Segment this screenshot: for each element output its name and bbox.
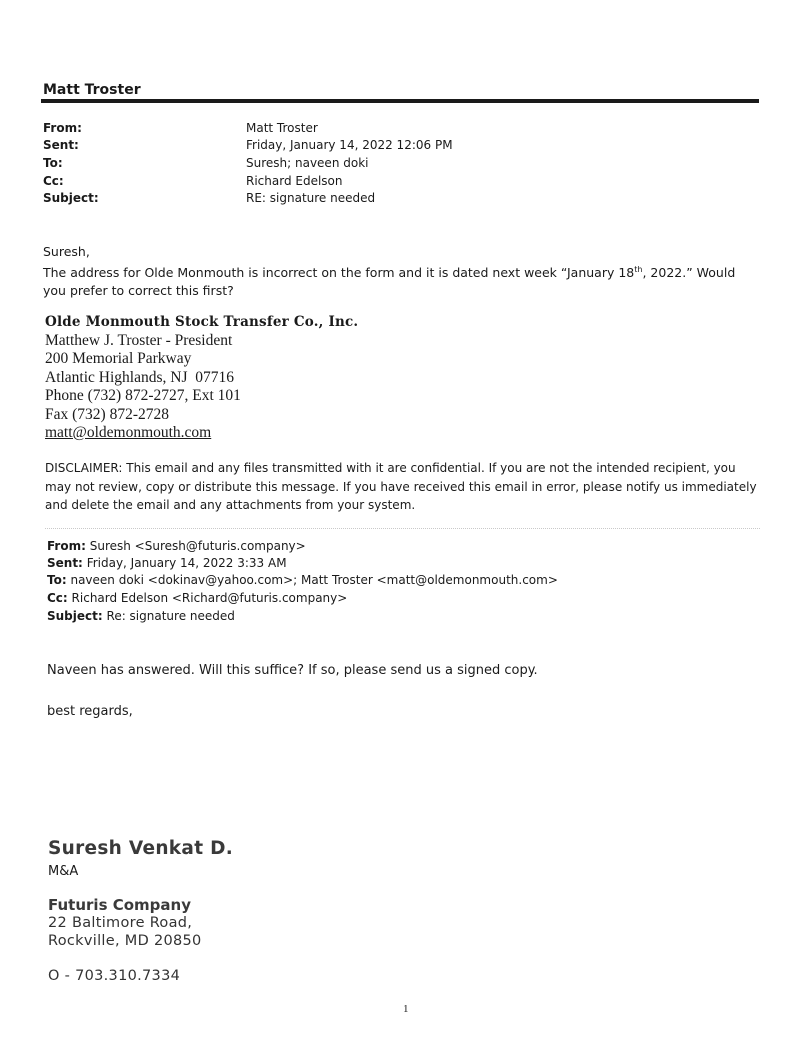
signature-olde-monmouth — [45, 313, 358, 443]
email2-sent-row — [47, 556, 287, 570]
email1-body — [43, 243, 755, 300]
to-value: naveen doki <dokinav@yahoo.com>; Matt Troster <matt@oldemonmouth.com> — [70, 573, 558, 587]
to-label: To: — [47, 573, 67, 587]
subject-value: RE: signature needed — [246, 191, 376, 205]
body-text-part2: , 2022.” Would you prefer to correct this first? — [43, 265, 736, 299]
signature2-address-line1: 22 Baltimore Road, — [48, 915, 193, 931]
subject-value: Re: signature needed — [106, 609, 235, 623]
signature-company: Olde Monmouth Stock Transfer Co., Inc. — [45, 314, 359, 330]
subject-label: Subject: — [47, 609, 103, 623]
cc-value: Richard Edelson — [246, 174, 343, 188]
from-value: Matt Troster — [246, 121, 318, 135]
email2-closing: best regards, — [47, 704, 133, 719]
email2-to-row — [47, 573, 558, 587]
signature2-company: Futuris Company — [48, 896, 191, 914]
sender-name-heading: Matt Troster — [43, 82, 141, 98]
from-value: Suresh <Suresh@futuris.company> — [89, 539, 306, 553]
signature-address-line1: 200 Memorial Parkway — [45, 350, 192, 367]
sent-label: Sent: — [43, 138, 79, 152]
sent-label: Sent: — [47, 556, 83, 570]
email2-from-row — [47, 539, 306, 553]
signature-address-line2: Atlantic Highlands, NJ 07716 — [45, 368, 234, 386]
to-value: Suresh; naveen doki — [246, 156, 369, 170]
disclaimer-text: DISCLAIMER: This email and any files transmitted with it are confidential. If you are not the intended recipient, you may not review, copy or distribute this message. If you have received this email in error, please notify us immediately and delete the email and any attachments from your system. — [45, 461, 757, 512]
email2-message: Naveen has answered. Will this suffice? If so, please send us a signed copy. — [47, 663, 538, 678]
body-paragraph — [43, 261, 755, 300]
to-label: To: — [43, 156, 63, 170]
greeting: Suresh, — [43, 244, 90, 259]
cc-label: Cc: — [47, 591, 68, 605]
message-separator — [45, 528, 760, 529]
sent-value: Friday, January 14, 2022 3:33 AM — [86, 556, 287, 570]
ordinal-suffix: th — [634, 265, 643, 274]
signature-name-title: Matthew J. Troster - President — [45, 331, 233, 349]
subject-label: Subject: — [43, 191, 99, 205]
page-number: 1 — [403, 1003, 409, 1015]
from-label: From: — [47, 539, 86, 553]
email2-subject-row — [47, 609, 235, 623]
sent-value: Friday, January 14, 2022 12:06 PM — [246, 138, 453, 152]
cc-label: Cc: — [43, 174, 64, 188]
signature2-name: Suresh Venkat D. — [48, 838, 234, 859]
signature-email-link[interactable]: matt@oldemonmouth.com — [45, 424, 212, 441]
signature-fax: Fax (732) 872-2728 — [45, 405, 169, 423]
body-text-part1: The address for Olde Monmouth is incorrect on the form and it is dated next week “January 18 — [43, 265, 635, 281]
signature-phone: Phone (732) 872-2727, Ext 101 — [45, 387, 241, 404]
signature2-address-line2: Rockville, MD 20850 — [48, 933, 202, 949]
cc-value: Richard Edelson <Richard@futuris.company> — [71, 591, 348, 605]
from-label: From: — [43, 121, 82, 135]
heading-rule — [41, 99, 759, 103]
signature2-address — [48, 914, 202, 950]
email2-cc-row — [47, 591, 347, 605]
signature2-phone: O - 703.310.7334 — [48, 968, 181, 984]
signature2-role: M&A — [48, 864, 79, 879]
